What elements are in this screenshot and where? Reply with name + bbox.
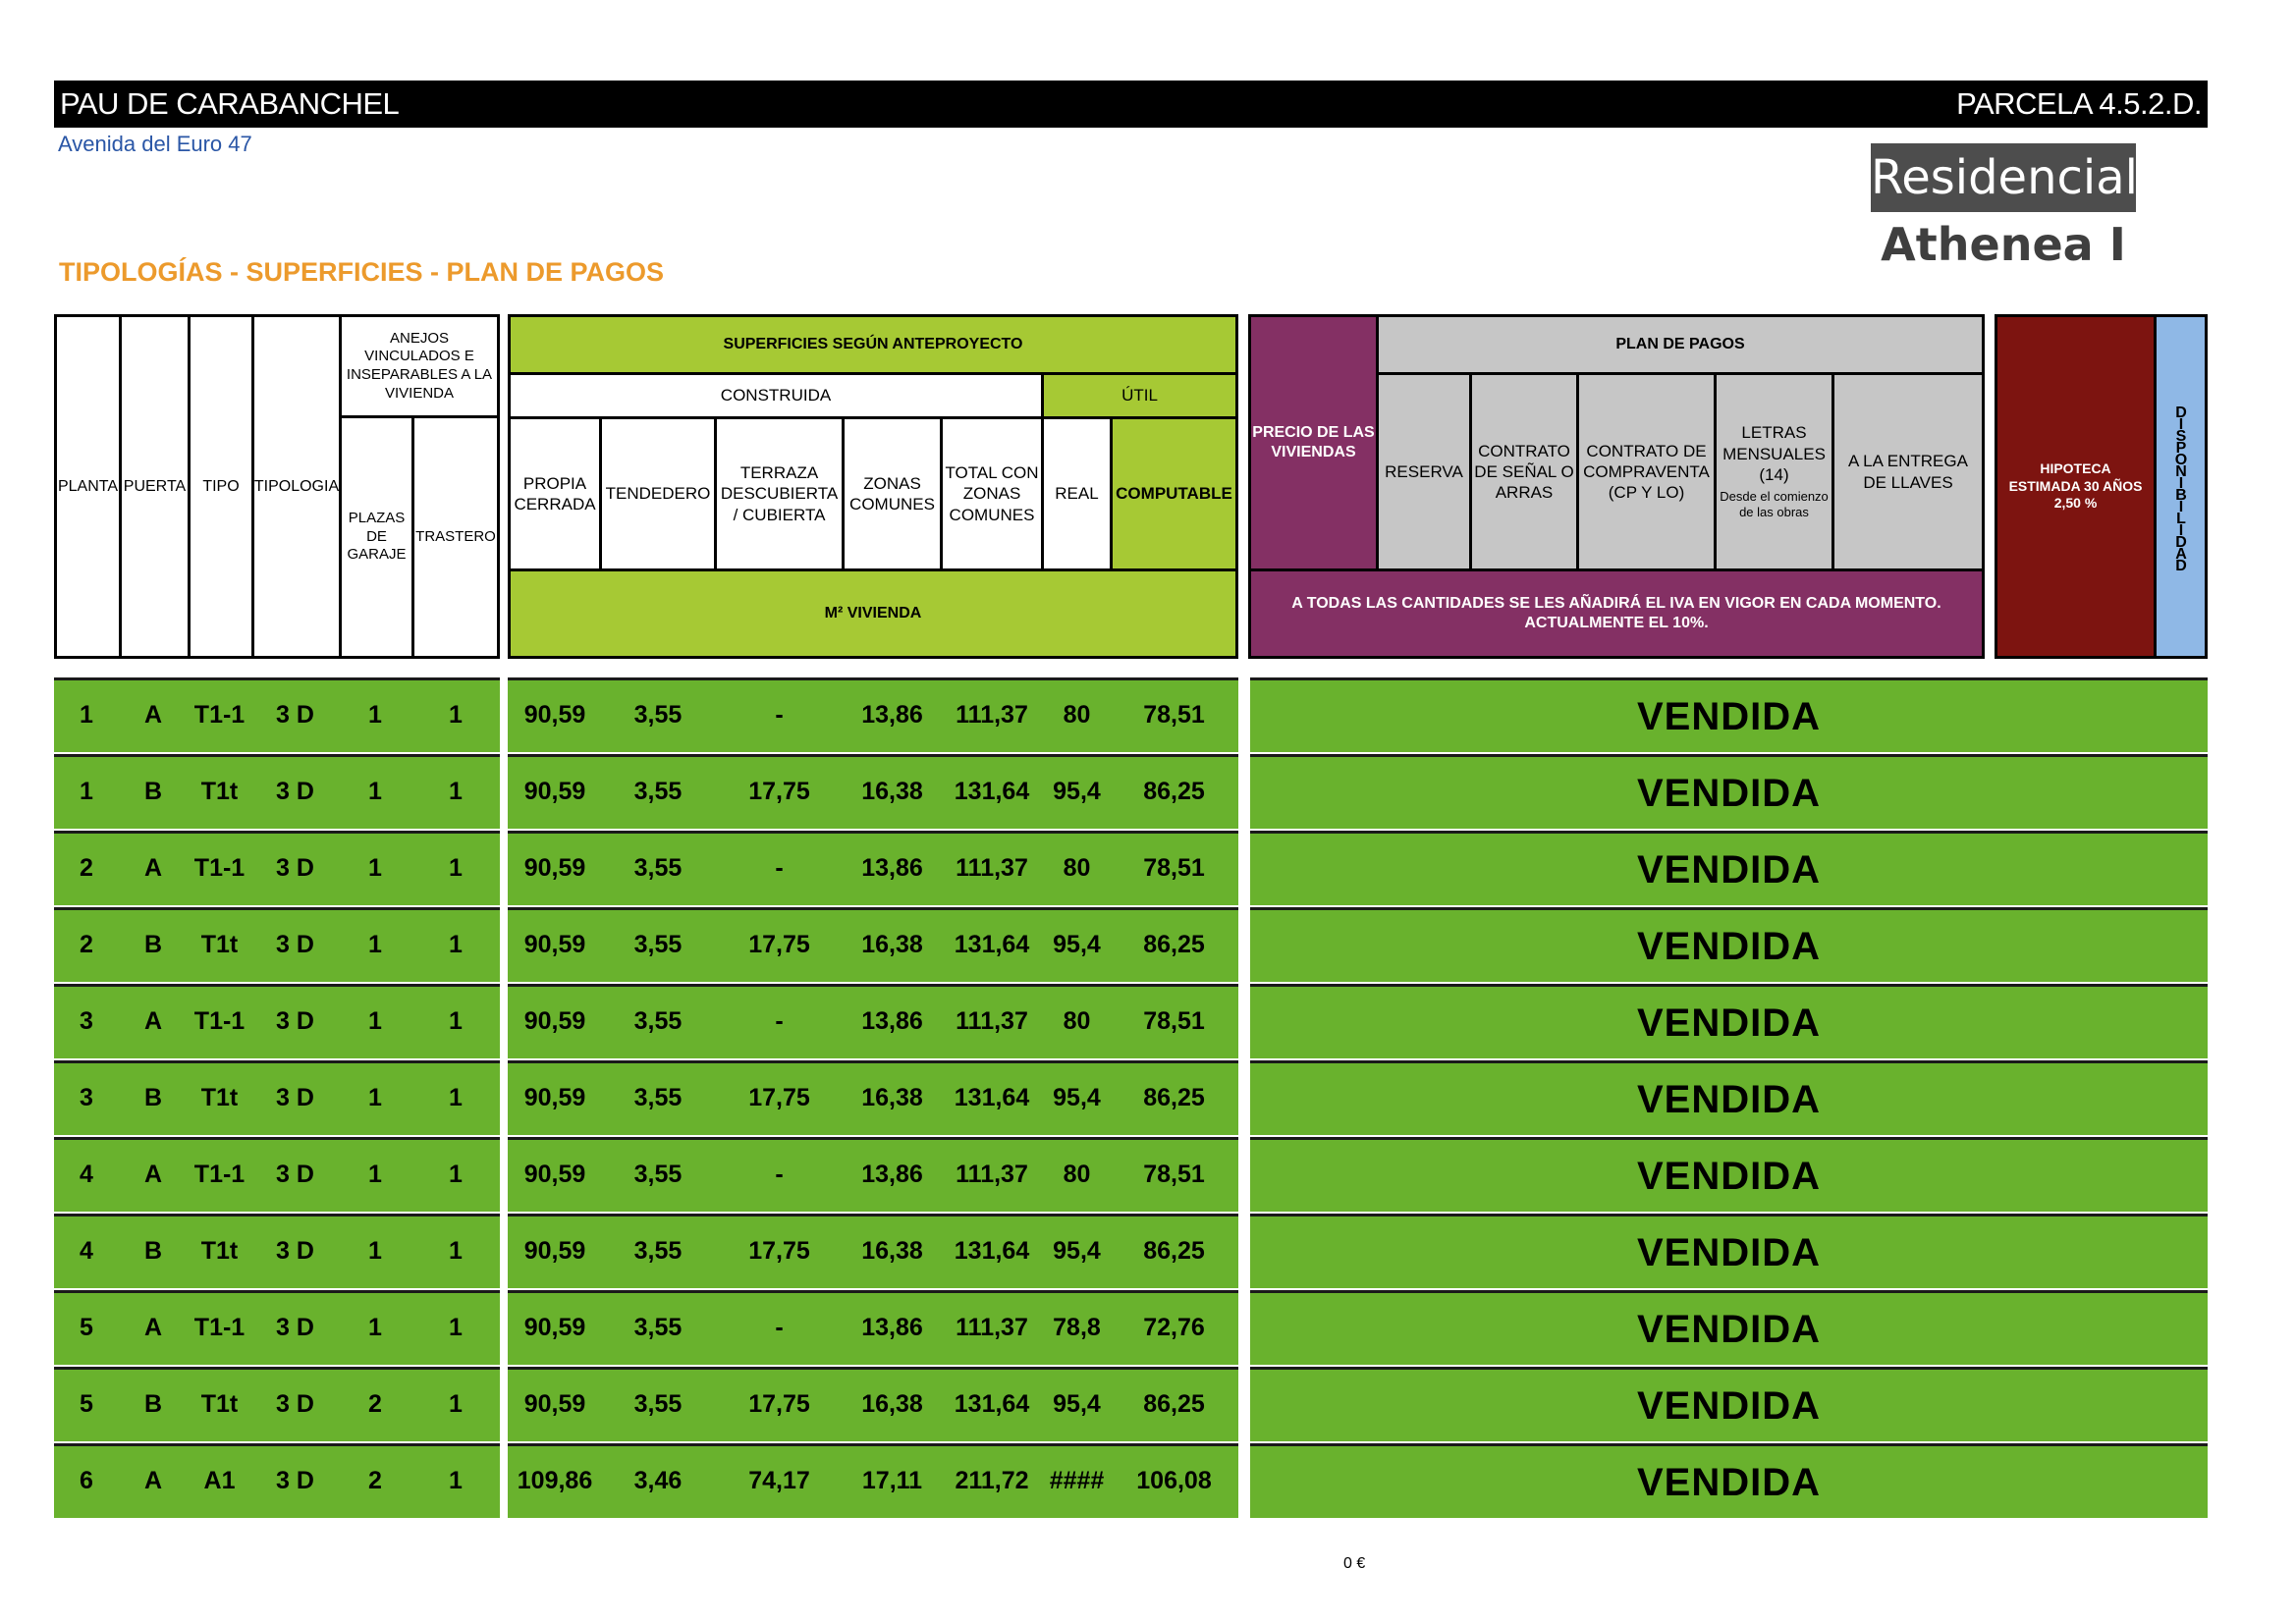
cell-tendedero: 3,55 [633,778,683,805]
status-sold: VENDIDA [1636,848,1822,892]
cell-real: 80 [1063,1007,1091,1035]
cell-propia: 90,59 [523,931,586,958]
cell-computable: 78,51 [1143,854,1205,882]
cell-tipologia: 3 D [276,1007,314,1035]
cell-planta: 1 [80,778,93,805]
cell-planta: 5 [80,1314,93,1341]
cell-propia: 90,59 [523,778,586,805]
col-planta: PLANTA [54,314,122,659]
cell-plazas: 1 [368,701,382,729]
table-row [54,1367,2208,1441]
cell-terraza: - [775,1007,784,1035]
cell-planta: 2 [80,854,93,882]
col-construida: CONSTRUIDA [508,372,1044,419]
letras-note: Desde el comienzo de las obras [1720,489,1829,520]
cell-terraza: 17,75 [748,1390,810,1418]
cell-tipologia: 3 D [276,854,314,882]
status-sold: VENDIDA [1636,1078,1822,1121]
cell-total: 131,64 [954,1084,1030,1111]
status-sold: VENDIDA [1636,1308,1822,1351]
cell-total: 111,37 [956,854,1028,882]
cell-tipo: A1 [203,1467,236,1494]
col-tipo: TIPO [188,314,254,659]
cell-trastero: 1 [449,1161,463,1188]
cell-total: 131,64 [954,931,1030,958]
cell-puerta: A [143,1467,163,1494]
cell-computable: 106,08 [1136,1467,1212,1494]
cell-trastero: 1 [449,1314,463,1341]
cell-propia: 90,59 [523,1314,586,1341]
cell-tipologia: 3 D [276,778,314,805]
letras-label: LETRAS MENSUALES (14) [1722,423,1826,484]
col-reserva: RESERVA [1376,372,1472,571]
col-contrato-compraventa: CONTRATO DE COMPRAVENTA (CP Y LO) [1576,372,1717,571]
cell-tendedero: 3,46 [633,1467,683,1494]
col-precio: PRECIO DE LAS VIVIENDAS [1248,314,1379,571]
col-computable: COMPUTABLE [1110,416,1238,571]
cell-real: 95,4 [1053,1390,1101,1418]
cell-planta: 4 [80,1161,93,1188]
cell-puerta: B [143,1084,163,1111]
table-row [54,907,2208,982]
cell-total: 131,64 [954,1390,1030,1418]
cell-terraza: 17,75 [748,778,810,805]
cell-trastero: 1 [449,854,463,882]
cell-computable: 86,25 [1143,1390,1205,1418]
col-entrega: A LA ENTREGA DE LLAVES [1831,372,1985,571]
cell-total: 131,64 [954,1237,1030,1265]
cell-computable: 78,51 [1143,701,1205,729]
iva-note: A TODAS LAS CANTIDADES SE LES AÑADIRÁ EL IVA EN VIGOR EN CADA MOMENTO. ACTUALMENTE EL 10%. [1248,568,1985,659]
col-hipoteca: HIPOTECA ESTIMADA 30 AÑOS 2,50 % [1995,314,2157,659]
cell-planta: 4 [80,1237,93,1265]
cell-propia: 90,59 [523,1161,586,1188]
col-propia: PROPIA CERRADA [508,416,602,571]
status-sold: VENDIDA [1636,695,1822,738]
cell-terraza: - [775,1161,784,1188]
table-row [54,831,2208,905]
col-tendedero: TENDEDERO [599,416,717,571]
cell-zonas: 16,38 [861,1237,923,1265]
cell-puerta: A [143,1314,163,1341]
location-title: PAU DE CARABANCHEL [60,86,400,121]
cell-tipologia: 3 D [276,1161,314,1188]
cell-zonas: 13,86 [861,854,923,882]
logo-athenea: Athenea I [1881,218,2126,271]
status-sold: VENDIDA [1636,1384,1822,1428]
cell-real: 95,4 [1053,778,1101,805]
cell-terraza: - [775,701,784,729]
cell-trastero: 1 [449,1237,463,1265]
cell-computable: 72,76 [1143,1314,1205,1341]
status-sold: VENDIDA [1636,1461,1822,1504]
cell-planta: 2 [80,931,93,958]
section-title: TIPOLOGÍAS - SUPERFICIES - PLAN DE PAGOS [59,257,665,287]
table-row [54,754,2208,829]
cell-puerta: A [143,701,163,729]
cell-tendedero: 3,55 [633,931,683,958]
cell-tipo: T1t [200,1390,239,1418]
cell-tendedero: 3,55 [633,1161,683,1188]
cell-terraza: 17,75 [748,1237,810,1265]
cell-trastero: 1 [449,1084,463,1111]
cell-puerta: A [143,1007,163,1035]
cell-trastero: 1 [449,701,463,729]
table-row [54,1137,2208,1212]
cell-tipo: T1t [200,931,239,958]
cell-planta: 5 [80,1390,93,1418]
cell-plazas: 2 [368,1390,382,1418]
cell-computable: 86,25 [1143,1084,1205,1111]
cell-real: 95,4 [1053,931,1101,958]
cell-total: 111,37 [956,701,1028,729]
cell-zonas: 13,86 [861,1007,923,1035]
cell-trastero: 1 [449,778,463,805]
col-plazas: PLAZAS DE GARAJE [339,415,414,659]
table-row [54,1214,2208,1288]
cell-tendedero: 3,55 [633,1390,683,1418]
status-sold: VENDIDA [1636,925,1822,968]
cell-planta: 1 [80,701,93,729]
col-trastero: TRASTERO [411,415,500,659]
col-m2-vivienda: M² VIVIENDA [508,568,1238,659]
cell-total: 111,37 [956,1007,1028,1035]
cell-plazas: 1 [368,1007,382,1035]
cell-puerta: B [143,778,163,805]
cell-planta: 3 [80,1084,93,1111]
cell-terraza: - [775,1314,784,1341]
cell-tipologia: 3 D [276,1467,314,1494]
col-real: REAL [1041,416,1113,571]
col-contrato-senal: CONTRATO DE SEÑAL O ARRAS [1469,372,1579,571]
cell-real: 78,8 [1053,1314,1101,1341]
cell-plazas: 1 [368,1314,382,1341]
status-sold: VENDIDA [1636,1231,1822,1274]
cell-tendedero: 3,55 [633,1007,683,1035]
cell-plazas: 1 [368,1084,382,1111]
cell-tipo: T1-1 [193,701,246,729]
cell-tipologia: 3 D [276,1314,314,1341]
table-row [54,1060,2208,1135]
cell-puerta: A [143,1161,163,1188]
logo-residencial: Residencial [1871,143,2136,212]
cell-trastero: 1 [449,1467,463,1494]
cell-tipo: T1t [200,1084,239,1111]
address: Avenida del Euro 47 [58,132,252,156]
cell-trastero: 1 [449,1007,463,1035]
cell-zonas: 17,11 [861,1467,923,1494]
col-total: TOTAL CON ZONAS COMUNES [940,416,1044,571]
status-sold: VENDIDA [1636,1001,1822,1045]
cell-plazas: 1 [368,854,382,882]
cell-terraza: - [775,854,784,882]
disponibilidad-label: DISPONIBILIDAD [2172,404,2190,569]
cell-tipologia: 3 D [276,701,314,729]
cell-zonas: 13,86 [861,1161,923,1188]
cell-propia: 90,59 [523,1390,586,1418]
title-bar [54,81,2208,128]
cell-total: 131,64 [954,778,1030,805]
status-sold: VENDIDA [1636,1155,1822,1198]
status-sold: VENDIDA [1636,772,1822,815]
col-plan-pagos: PLAN DE PAGOS [1376,314,1985,375]
cell-propia: 90,59 [523,1084,586,1111]
col-zonas: ZONAS COMUNES [842,416,943,571]
cell-terraza: 17,75 [748,931,810,958]
cell-puerta: B [143,1390,163,1418]
cell-puerta: B [143,1237,163,1265]
cell-computable: 78,51 [1143,1161,1205,1188]
cell-tipo: T1-1 [193,1161,246,1188]
cell-total: 211,72 [955,1467,1029,1494]
cell-terraza: 74,17 [748,1467,810,1494]
col-puerta: PUERTA [119,314,191,659]
col-terraza: TERRAZA DESCUBIERTA / CUBIERTA [714,416,845,571]
col-superficies: SUPERFICIES SEGÚN ANTEPROYECTO [508,314,1238,375]
cell-tipologia: 3 D [276,931,314,958]
cell-plazas: 1 [368,1161,382,1188]
cell-computable: 86,25 [1143,931,1205,958]
parcel-title: PARCELA 4.5.2.D. [1956,86,2202,121]
cell-computable: 86,25 [1143,1237,1205,1265]
cell-real: #### [1049,1467,1105,1494]
cell-trastero: 1 [449,1390,463,1418]
cell-tendedero: 3,55 [633,1237,683,1265]
cell-computable: 86,25 [1143,778,1205,805]
cell-real: 95,4 [1053,1237,1101,1265]
cell-propia: 109,86 [517,1467,593,1494]
cell-propia: 90,59 [523,854,586,882]
col-anejos: ANEJOS VINCULADOS E INSEPARABLES A LA VIVIENDA [339,314,500,418]
cell-plazas: 2 [368,1467,382,1494]
cell-zonas: 16,38 [861,778,923,805]
cell-puerta: B [143,931,163,958]
table-row [54,1443,2208,1518]
cell-real: 80 [1063,854,1091,882]
cell-real: 95,4 [1053,1084,1101,1111]
cell-zonas: 16,38 [861,1084,923,1111]
cell-plazas: 1 [368,1237,382,1265]
cell-tendedero: 3,55 [633,854,683,882]
cell-tendedero: 3,55 [633,1314,683,1341]
cell-real: 80 [1063,1161,1091,1188]
cell-tipo: T1-1 [193,854,246,882]
cell-puerta: A [143,854,163,882]
cell-terraza: 17,75 [748,1084,810,1111]
cell-zonas: 13,86 [861,701,923,729]
cell-propia: 90,59 [523,1007,586,1035]
table-row [54,984,2208,1058]
cell-tipologia: 3 D [276,1390,314,1418]
cell-zonas: 13,86 [861,1314,923,1341]
cell-zonas: 16,38 [861,931,923,958]
cell-tipologia: 3 D [276,1237,314,1265]
footer-total: 0 € [1343,1555,1366,1572]
cell-planta: 6 [80,1467,93,1494]
cell-plazas: 1 [368,931,382,958]
cell-tendedero: 3,55 [633,1084,683,1111]
table-row [54,1290,2208,1365]
cell-tipologia: 3 D [276,1084,314,1111]
cell-trastero: 1 [449,931,463,958]
cell-computable: 78,51 [1143,1007,1205,1035]
cell-tendedero: 3,55 [633,701,683,729]
cell-tipo: T1t [200,778,239,805]
col-letras [1714,372,1834,571]
cell-propia: 90,59 [523,701,586,729]
cell-real: 80 [1063,701,1091,729]
cell-zonas: 16,38 [861,1390,923,1418]
cell-tipo: T1-1 [193,1007,246,1035]
table-row [54,677,2208,752]
cell-plazas: 1 [368,778,382,805]
cell-tipo: T1t [200,1237,239,1265]
col-tipologia: TIPOLOGIA [251,314,342,659]
cell-total: 111,37 [956,1314,1028,1341]
cell-tipo: T1-1 [193,1314,246,1341]
col-util: ÚTIL [1041,372,1238,419]
col-disponibilidad [2154,314,2208,659]
cell-total: 111,37 [956,1161,1028,1188]
cell-propia: 90,59 [523,1237,586,1265]
cell-planta: 3 [80,1007,93,1035]
